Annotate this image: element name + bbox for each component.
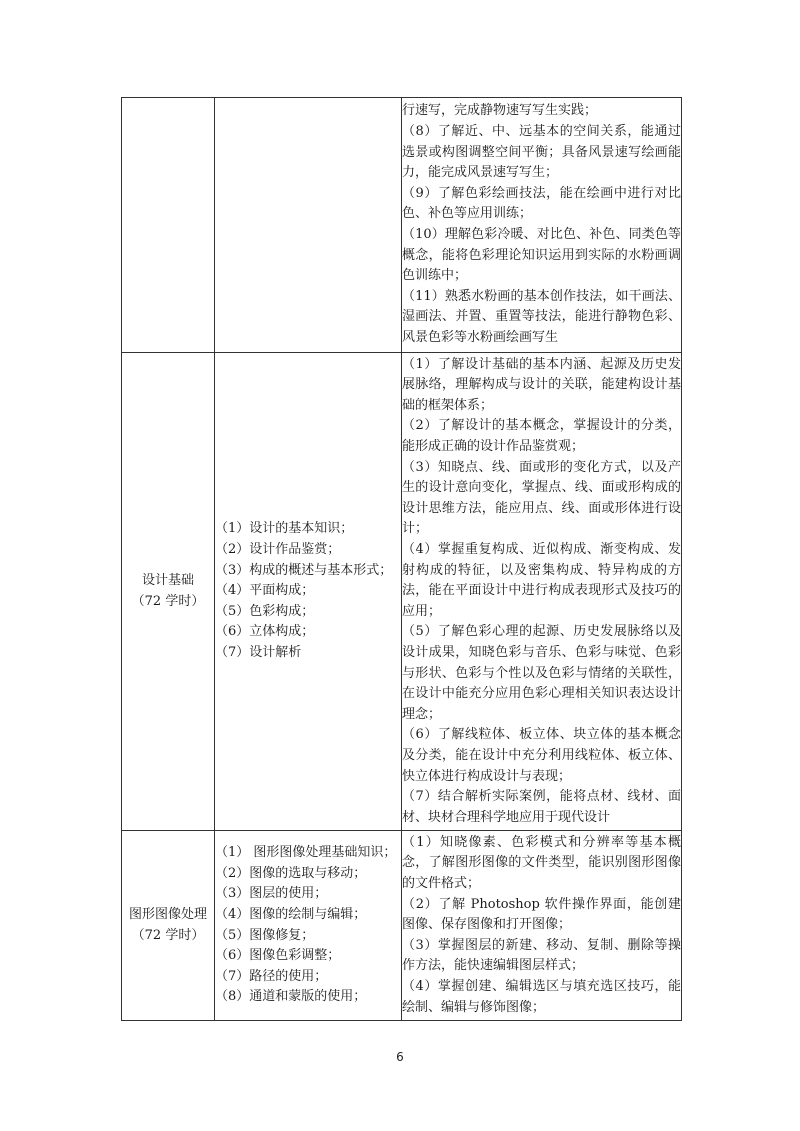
table-row: [122, 98, 682, 353]
subject-cell: [122, 353, 215, 831]
subject-name: 设计基础: [141, 572, 194, 588]
goals-cell: [402, 98, 682, 353]
table-row: [122, 831, 682, 1021]
goals-cell: [402, 353, 682, 831]
subject-name: 图形图像处理: [128, 906, 207, 922]
goal-item: （5）了解色彩心理的起源、历史发展脉络以及设计成果，知晓色彩与音乐、色彩与味觉、色彩与形状、色彩与个性以及色彩与情绪的关联性，在设计中能充分应用色彩心理相关知识表达设计理念；: [402, 624, 681, 722]
topic-item: （2）设计作品鉴赏；: [215, 542, 341, 558]
topic-item: （5）图像修复；: [215, 927, 315, 943]
topics-cell: [215, 353, 402, 831]
table-row: [122, 353, 682, 831]
topic-item: （7）路径的使用；: [215, 968, 328, 984]
topic-item: （6）立体构成；: [215, 624, 315, 640]
goal-item: （8）了解近、中、远基本的空间关系，能通过选景或构图调整空间平衡；具备风景速写绘画能力，能完成风景速写写生；: [402, 124, 681, 181]
goal-item: （1）知晓像素、色彩模式和分辨率等基本概念，了解图形图像的文件类型，能识别图形图像的文件格式；: [402, 834, 681, 892]
topics-cell: [215, 831, 402, 1021]
page-number: 6: [396, 1050, 404, 1064]
topic-item: （4）图像的绘制与编辑；: [215, 906, 367, 922]
curriculum-table: [121, 97, 682, 1021]
goals-cell: [402, 831, 682, 1021]
subject-cell: [122, 98, 215, 353]
goal-item: （1）了解设计基础的基本内涵、起源及历史发展脉络，理解构成与设计的关联，能建构设计基础的框架体系；: [402, 356, 681, 413]
subject-hours: （72 学时）: [131, 593, 205, 609]
goal-item: （3）知晓点、线、面或形的变化方式，以及产生的设计意向变化，掌握点、线、面或形构成的设计思维方法，能应用点、线、面或形体进行设计；: [402, 459, 681, 537]
topic-item: （4）平面构成；: [215, 583, 315, 599]
topic-item: （1）设计的基本知识；: [215, 521, 354, 537]
topic-item: （6）图像色彩调整；: [215, 948, 341, 964]
topic-item: （3）图层的使用；: [215, 886, 328, 902]
subject-cell: [122, 831, 215, 1021]
goal-item: （7）结合解析实际案例，能将点材、线材、面材、块材合理科学地应用于现代设计: [402, 789, 681, 825]
topic-item: （1） 图形图像处理基础知识；: [215, 845, 397, 861]
goal-item: （4）掌握创建、编辑选区与填充选区技巧，能绘制、编辑与修饰图像；: [402, 978, 681, 1015]
topics-cell: [215, 98, 402, 353]
topic-item: （5）色彩构成；: [215, 603, 315, 619]
subject-hours: （72 学时）: [131, 927, 205, 943]
goal-item: （2）了解设计的基本概念，掌握设计的分类，能形成正确的设计作品鉴赏观；: [402, 418, 681, 455]
goal-item: （11）熟悉水粉画的基本创作技法，如干画法、湿画法、并置、重置等技法，能进行静物色彩、风景色彩等水粉画绘画写生: [402, 288, 681, 345]
topic-item: （8）通道和蒙版的使用；: [215, 989, 367, 1005]
goal-item: （10）理解色彩冷暖、对比色、补色、同类色等概念，能将色彩理论知识运用到实际的水粉画调色训练中；: [402, 227, 681, 284]
goal-item: （9）了解色彩绘画技法，能在绘画中进行对比色、补色等应用训练；: [402, 185, 681, 222]
goal-item: （6）了解线粒体、板立体、块立体的基本概念及分类，能在设计中充分利用线粒体、板立体、快立体进行构成设计与表现；: [402, 727, 681, 784]
topic-item: （3）构成的概述与基本形式；: [215, 562, 393, 578]
goal-item: （3）掌握图层的新建、移动、复制、删除等操作方法，能快速编辑图层样式；: [402, 937, 681, 974]
goal-item: （4）掌握重复构成、近似构成、渐变构成、发射构成的特征，以及密集构成、特异构成的方法，能在平面设计中进行构成表现形式及技巧的应用；: [402, 542, 681, 619]
goal-item: （2）了解 Photoshop 软件操作界面，能创建图像、保存图像和打开图像；: [402, 896, 681, 933]
goal-item: 行速写，完成静物速写写生实践；: [402, 103, 598, 119]
topic-item: （7）设计解析: [215, 644, 302, 660]
topic-item: （2）图像的选取与移动；: [215, 865, 367, 881]
